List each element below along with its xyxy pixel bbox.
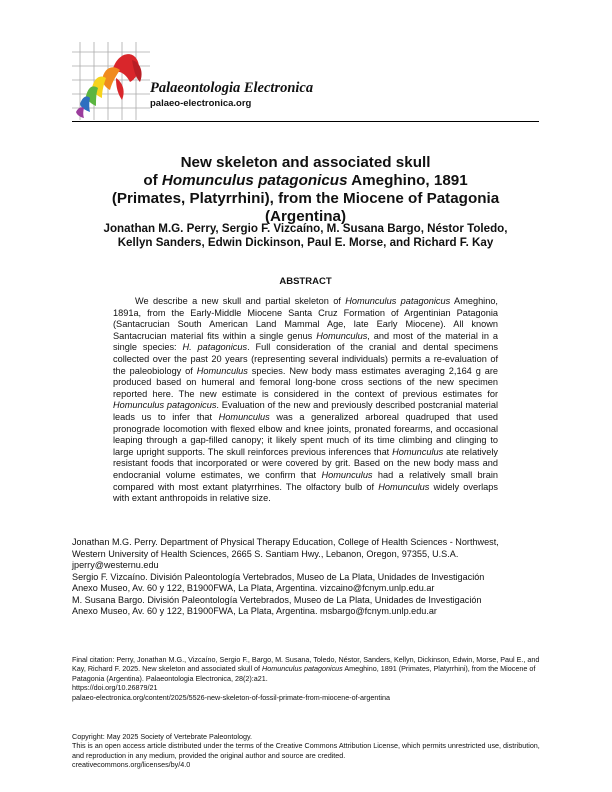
- citation-url-link[interactable]: palaeo-electronica.org/content/2025/5526-new-skeleton-of-fossil-primate-from-miocene-of-argentina: [72, 692, 391, 702]
- abstract-heading: ABSTRACT: [279, 276, 332, 287]
- authors-line-2: Kellyn Sanders, Edwin Dickinson, Paul E. Morse, and Richard F. Kay: [117, 236, 494, 249]
- title-line-1: New skeleton and associated skull: [180, 154, 431, 171]
- title-line-2: [72, 172, 539, 190]
- affiliation-line: Anexo Museo, Av. 60 y 122, B1900FWA, La Plata, Argentina. msbargo@fcnym.unlp.edu.ar: [72, 606, 437, 616]
- journal-name: Palaeontologia Electronica: [150, 80, 314, 96]
- affiliation-line: Jonathan M.G. Perry. Department of Physical Therapy Education, College of Health Sciences - Northwest,: [72, 537, 499, 547]
- article-title: [72, 154, 539, 226]
- title-text: of: [143, 172, 162, 189]
- affiliation-line: Anexo Museo, Av. 60 y 122, B1900FWA, La Plata, Argentina. vizcaino@fcnym.unlp.edu.ar: [72, 583, 435, 593]
- final-citation: [72, 655, 542, 702]
- journal-logo-icon: [72, 42, 150, 120]
- copyright-line: Copyright: May 2025 Society of Vertebrate Paleontology.: [72, 732, 253, 741]
- affiliation-email[interactable]: jperry@westernu.edu: [72, 560, 159, 570]
- license-link[interactable]: creativecommons.org/licenses/by/4.0: [72, 760, 191, 770]
- abstract-body: We describe a new skull and partial skeleton of Homunculus patagonicus Ameghino, 1891a, from the Early-Middle Miocene Santa Cruz Formation of Argentinian Patagonia (Santacrucian South American Land Mammal Age, late Early Miocene). All known Santacrucian material fits within a single genus Homunculus, and most of the material in a single species: H. patagonicus. Full consideration of the cranial and dental specimens collected over the past 20 years (representing several individuals) permits a re-evaluation of the paleobiology of Homunculus species. New body mass estimates averaging 2,164 g are produced based on humeral and femoral long-bone cross sections of the new specimen reported here. The new estimate is considered in the context of previous estimates for Homunculus patagonicus. Evaluation of the new and previously described postcranial material leads us to infer that Homunculus was a generalized arboreal quadruped that used pronograde locomotion with flexed elbow and knee joints, pronated forearms, and occasional leaping through a gap-filled canopy; it likely spent much of its time climbing and clinging to large upright supports. The skull reinforces previous inferences that Homunculus ate relatively resistant foods that incorporated or were covered by grit. Based on the new body mass and endocranial volume estimates, we confirm that Homunculus had a relatively small brain compared with most extant platyrrhines. The olfactory bulb of Homunculus widely overlaps with extant anthropoids in relative size.: [113, 296, 498, 504]
- affiliation-line: Sergio F. Vizcaíno. División Paleontología Vertebrados, Museo de La Plata, Unidades de Investigación: [72, 571, 485, 582]
- affiliation-line: M. Susana Bargo. División Paleontología Vertebrados, Museo de La Plata, Unidades de Investigación: [72, 594, 482, 605]
- header-divider: [72, 121, 539, 122]
- author-list: [72, 222, 539, 250]
- title-text: Ameghino, 1891: [347, 172, 468, 189]
- title-line-3: (Primates, Platyrrhini), from the Miocene of Patagonia (Argentina): [111, 190, 500, 225]
- citation-doi-link[interactable]: https://doi.org/10.26879/21: [72, 683, 158, 693]
- copyright-notice: [72, 732, 542, 770]
- author-affiliations: [72, 537, 542, 618]
- title-species: Homunculus patagonicus: [161, 172, 348, 189]
- authors-line-1: Jonathan M.G. Perry, Sergio F. Vizcaíno, M. Susana Bargo, Néstor Toledo,: [103, 222, 508, 235]
- affiliation-line: Western University of Health Sciences, 2665 S. Santiam Hwy., Lebanon, Oregon, 97355, U.S.A.: [72, 548, 459, 559]
- journal-website[interactable]: palaeo-electronica.org: [150, 98, 252, 109]
- citation-text: Final citation: Perry, Jonathan M.G., Vizcaíno, Sergio F., Bargo, M. Susana, Toledo, Néstor, Sanders, Kellyn, Dickinson, Edwin, Morse, Paul E., and Kay, Richard F. 2025. New skeleton and associated skull of Homunculus patagonicus Ameghino, 1891 (Primates, Platyrrhini), from the Miocene of Patagonia (Argentina). Palaeontologia Electronica, 28(2):a21.: [72, 655, 540, 683]
- license-text: This is an open access article distributed under the terms of the Creative Commons Attribution License, which permits unrestricted use, distribution, and reproduction in any medium, provided the original author and source are credited.: [72, 741, 540, 760]
